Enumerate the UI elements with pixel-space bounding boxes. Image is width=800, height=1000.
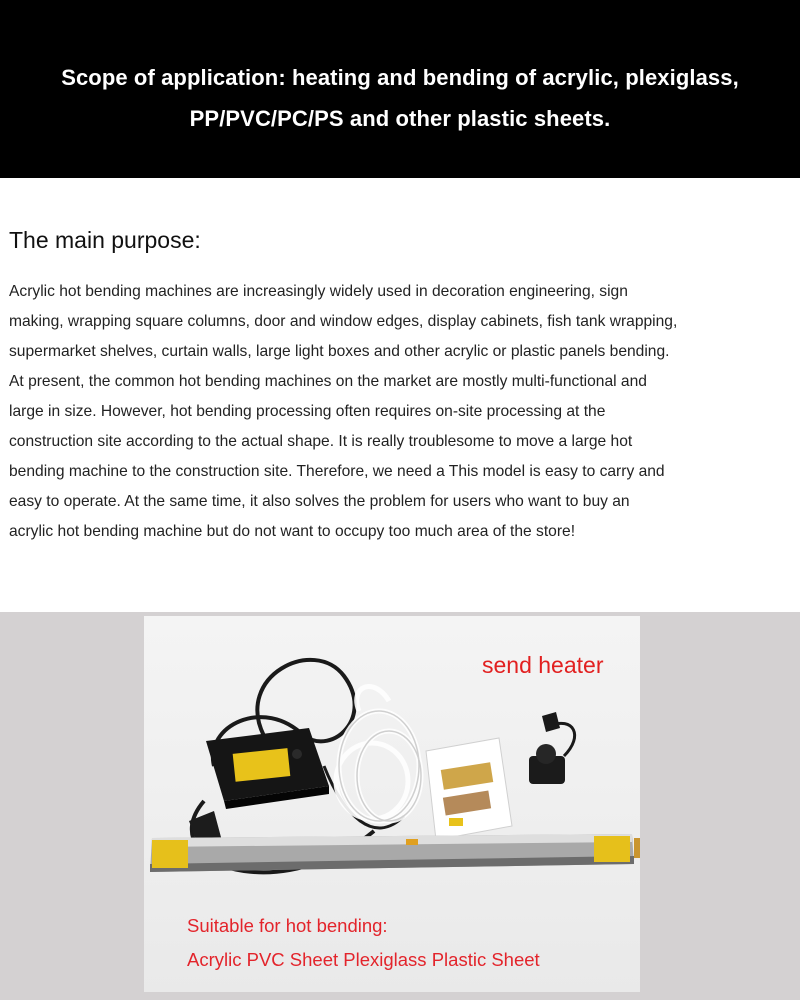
product-photo: [144, 616, 640, 992]
paragraph-line: supermarket shelves, curtain walls, large light boxes and other acrylic or plastic panels bending.: [9, 343, 670, 360]
banner-line-2: PP/PVC/PC/PS and other plastic sheets.: [189, 106, 611, 131]
paragraph-line: bending machine to the construction site. Therefore, we need a This model is easy to carry and: [9, 463, 665, 480]
instruction-manual: [426, 738, 512, 840]
caption-line-1: Suitable for hot bending:: [187, 915, 388, 936]
banner-line-1: Scope of application: heating and bending of acrylic, plexiglass,: [61, 65, 739, 90]
application-banner: [0, 0, 800, 178]
caption-line-2: Acrylic PVC Sheet Plexiglass Plastic Sheet: [187, 949, 540, 970]
paragraph-line: easy to operate. At the same time, it also solves the problem for users who want to buy an: [9, 493, 630, 510]
paragraph-line: acrylic hot bending machine but do not want to occupy too much area of the store!: [9, 523, 576, 540]
main-purpose-paragraph: [9, 277, 799, 547]
paragraph-line: construction site according to the actual shape. It is really troublesome to move a large hot: [9, 433, 633, 450]
paragraph-line: At present, the common hot bending machines on the market are mostly multi-functional and: [9, 373, 647, 390]
send-heater-label: send heater: [482, 652, 604, 678]
water-pump: [529, 712, 575, 784]
paragraph-line: large in size. However, hot bending processing often requires on-site processing at the: [9, 403, 606, 420]
heating-bar: [150, 834, 640, 872]
paragraph-line: Acrylic hot bending machines are increasingly widely used in decoration engineering, sign: [9, 283, 628, 300]
main-purpose-heading: The main purpose:: [9, 227, 201, 253]
paragraph-line: making, wrapping square columns, door and window edges, display cabinets, fish tank wrapping,: [9, 313, 678, 330]
controller-box: [206, 728, 329, 809]
